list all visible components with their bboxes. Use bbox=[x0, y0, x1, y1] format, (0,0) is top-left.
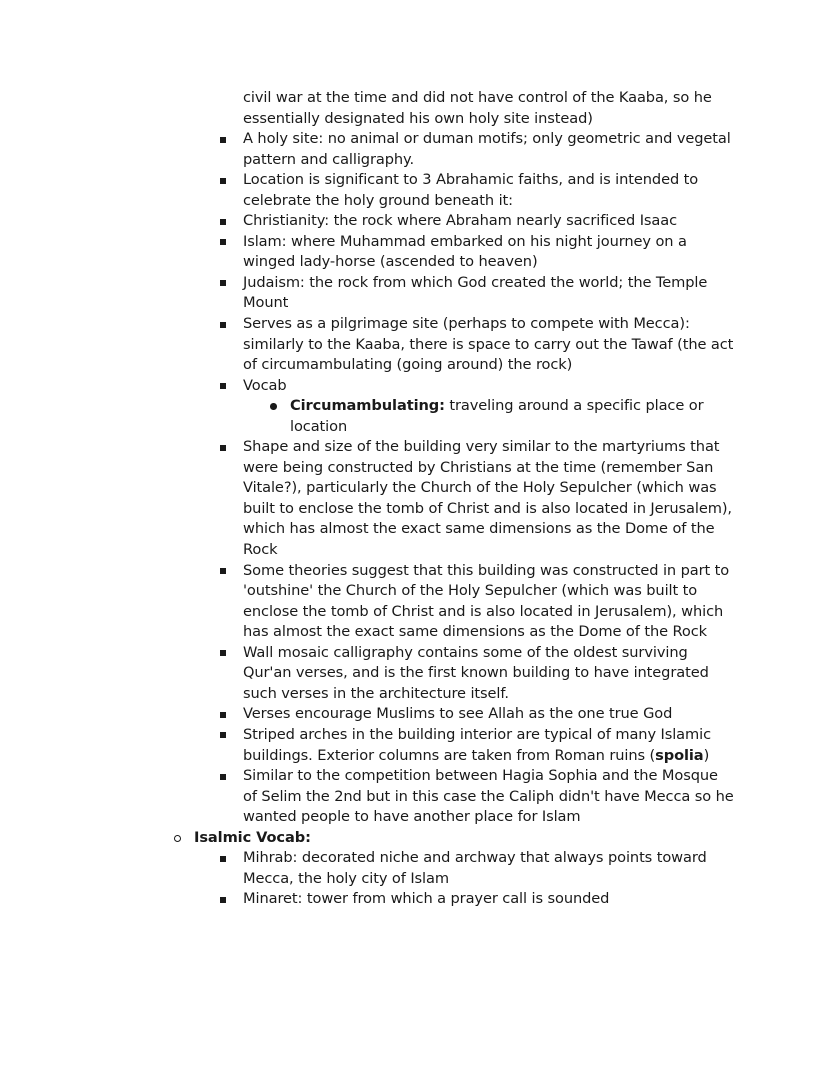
square-bullet-icon bbox=[220, 650, 226, 656]
list-item-text: Minaret: tower from which a prayer call is sounded bbox=[243, 890, 610, 908]
list-item-text: Wall mosaic calligraphy contains some of the oldest surviving Qur'an verses, and is the first known building to have integrated such verses in the architecture itself. bbox=[243, 643, 709, 702]
outline-notes-body bbox=[0, 88, 828, 910]
list-item-text: Vocab bbox=[243, 376, 287, 394]
list-item-text: Judaism: the rock from which God created the world; the Temple Mount bbox=[243, 273, 708, 312]
list-item-text: Some theories suggest that this building was constructed in part to 'outshine' the Church of the Holy Sepulcher (which was built to enclose the tomb of Christ and is also located in Jerusalem), which has almost the exact same dimensions as the Dome of the Rock bbox=[243, 561, 730, 641]
list-item bbox=[243, 170, 736, 211]
square-bullet-icon bbox=[220, 219, 226, 225]
square-bullet-icon bbox=[220, 568, 226, 574]
list-item bbox=[243, 232, 736, 273]
list-item bbox=[243, 848, 736, 889]
list-item-text: Christianity: the rock where Abraham nearly sacrificed Isaac bbox=[243, 212, 678, 230]
disc-bullet-icon bbox=[270, 403, 277, 410]
list-item-text: Location is significant to 3 Abrahamic faiths, and is intended to celebrate the holy ground beneath it: bbox=[243, 171, 699, 209]
list-item-text: Mihrab: decorated niche and archway that always points toward Mecca, the holy city of Islam bbox=[243, 849, 707, 887]
square-bullet-icon bbox=[220, 137, 226, 143]
vocab-term-spolia: spolia bbox=[655, 746, 704, 764]
square-bullet-icon bbox=[220, 856, 226, 862]
list-item bbox=[243, 437, 736, 560]
list-item-text: Striped arches in the building interior are typical of many Islamic buildings. Exterior columns are taken from Roman ruins ( bbox=[243, 725, 712, 764]
square-bullet-icon bbox=[220, 897, 226, 903]
square-bullet-icon bbox=[220, 732, 226, 738]
square-bullet-icon bbox=[220, 445, 226, 451]
list-item-text: civil war at the time and did not have control of the Kaaba, so he essentially designated his own holy site instead) bbox=[243, 89, 712, 127]
circle-bullet-icon bbox=[174, 835, 181, 842]
square-bullet-icon bbox=[220, 712, 226, 718]
square-bullet-icon bbox=[220, 239, 226, 245]
list-item bbox=[243, 643, 736, 705]
square-bullet-icon bbox=[220, 280, 226, 286]
list-item-text: Similar to the competition between Hagia Sophia and the Mosque of Selim the 2nd but in this case the Caliph didn't have Mecca so he wanted people to have another place for Islam bbox=[243, 767, 734, 826]
list-item bbox=[243, 314, 736, 376]
list-item-text: Shape and size of the building very similar to the martyriums that were being constructed by Christians at the time (remember San Vitale?), particularly the Church of the Holy Sepulcher (which was built to enclose the tomb of Christ and is also located in Jerusalem), which has almost the exact same dimensions as the Dome of the Rock bbox=[243, 438, 732, 559]
list-item bbox=[243, 211, 736, 232]
list-item bbox=[243, 273, 736, 314]
list-item bbox=[243, 88, 736, 129]
square-bullet-icon bbox=[220, 322, 226, 328]
section-heading-text: Isalmic Vocab: bbox=[194, 828, 311, 846]
section-heading-islamic-vocab bbox=[194, 828, 736, 849]
list-item-text: A holy site: no animal or duman motifs; only geometric and vegetal pattern and calligraphy. bbox=[243, 130, 731, 168]
vocab-definition: traveling around a specific place or location bbox=[290, 397, 704, 435]
list-item bbox=[243, 766, 736, 828]
list-item-text: Islam: where Muhammad embarked on his night journey on a winged lady-horse (ascended to heaven) bbox=[243, 232, 687, 271]
list-item-vocab-circumambulating bbox=[290, 396, 736, 437]
list-item-text: Serves as a pilgrimage site (perhaps to compete with Mecca): similarly to the Kaaba, there is space to carry out the Tawaf (the act of circumambulating (going around) the rock) bbox=[243, 315, 734, 374]
square-bullet-icon bbox=[220, 383, 226, 389]
list-item bbox=[243, 376, 736, 397]
list-item bbox=[243, 704, 736, 725]
list-item-text: Verses encourage Muslims to see Allah as the one true God bbox=[243, 705, 673, 723]
list-item bbox=[243, 129, 736, 170]
list-item-text-tail: ) bbox=[703, 746, 710, 764]
list-item-spolia bbox=[243, 725, 736, 766]
square-bullet-icon bbox=[220, 178, 226, 184]
vocab-term: Circumambulating: bbox=[290, 397, 445, 415]
square-bullet-icon bbox=[220, 774, 226, 780]
list-item bbox=[243, 561, 736, 643]
list-item bbox=[243, 889, 736, 910]
